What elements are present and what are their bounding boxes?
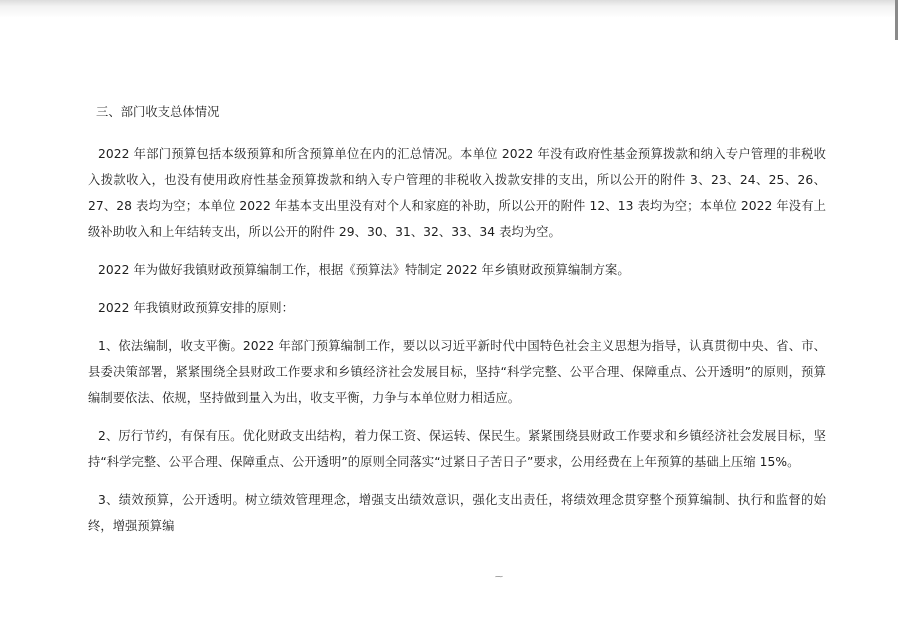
document-page bbox=[88, 100, 826, 551]
paragraph-summary: 2022 年部门预算包括本级预算和所含预算单位在内的汇总情况。本单位 2022 年没有政府性基金预算拨款和纳入专户管理的非税收入拨款收入，也没有使用政府性基金预算拨款和纳入专户管理的非税收入拨款安排的支出，所以公开的附件 3、23、24、25、26、27、28 表均为空；本单位 2022 年基本支出里没有对个人和家庭的补助，所以公开的附件 12、13 表均为空；本单位 2022 年没有上级补助收入和上年结转支出，所以公开的附件 29、30、31、32、33、34 表均为空。 bbox=[88, 147, 826, 239]
scan-speck: ⁓ bbox=[495, 572, 503, 581]
paragraph-plan: 2022 年为做好我镇财政预算编制工作，根据《预算法》特制定 2022 年乡镇财政预算编制方案。 bbox=[98, 263, 630, 277]
paragraph-principles-intro: 2022 年我镇财政预算安排的原则： bbox=[98, 301, 294, 315]
scan-top-edge bbox=[0, 0, 898, 18]
section-heading: 三、部门收支总体情况 bbox=[96, 105, 220, 119]
paragraph-principle-1: 1、依法编制，收支平衡。2022 年部门预算编制工作，要以以习近平新时代中国特色社会主义思想为指导，认真贯彻中央、省、市、县委决策部署，紧紧围绕全县财政工作要求和乡镇经济社会发展目标，坚持“科学完整、公平合理、保障重点、公开透明”的原则，预算编制要依法、依规，坚持做到量入为出，收支平衡，力争与本单位财力相适应。 bbox=[88, 339, 826, 405]
paragraph-principle-3: 3、绩效预算，公开透明。树立绩效管理理念，增强支出绩效意识，强化支出责任，将绩效理念贯穿整个预算编制、执行和监督的始终，增强预算编 bbox=[88, 493, 826, 533]
paragraph-principle-2: 2、厉行节约，有保有压。优化财政支出结构，着力保工资、保运转、保民生。紧紧围绕县财政工作要求和乡镇经济社会发展目标，坚持“科学完整、公平合理、保障重点、公开透明”的原则全同落实“过紧日子苦日子”要求，公用经费在上年预算的基础上压缩 15%。 bbox=[88, 429, 826, 469]
